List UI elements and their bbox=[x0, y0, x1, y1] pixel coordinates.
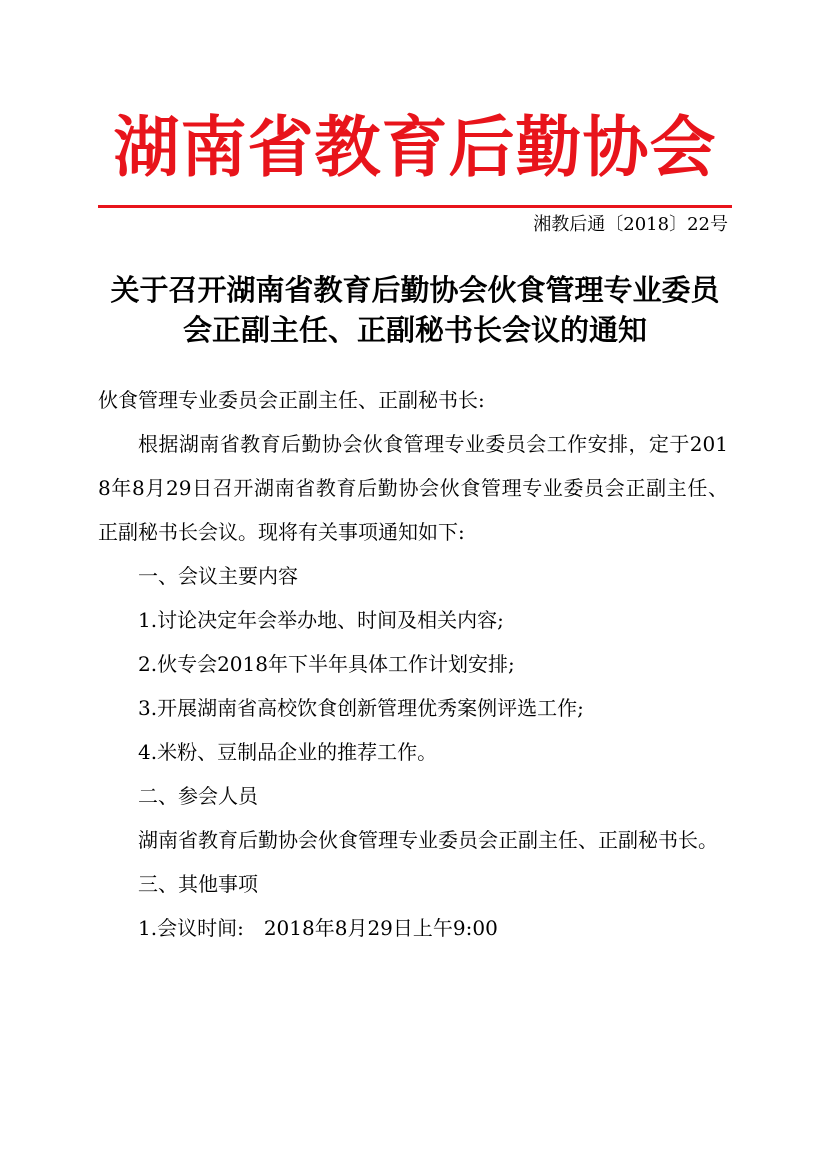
section-heading: 二、参会人员 bbox=[138, 784, 258, 808]
list-item: 2.伙专会2018年下半年具体工作计划安排; bbox=[138, 652, 515, 676]
organization-masthead: 湖南省教育后勤协会 bbox=[113, 109, 717, 186]
list-item: 4.米粉、豆制品企业的推荐工作。 bbox=[138, 740, 438, 764]
section-heading: 一、会议主要内容 bbox=[138, 564, 298, 588]
red-header-rule bbox=[98, 205, 732, 208]
list-item: 1.会议时间: 2018年8月29日上午9:00 bbox=[138, 916, 498, 940]
intro-paragraph: 根据湖南省教育后勤协会伙食管理专业委员会工作安排，定于2018年8月29日召开湖南省教育后勤协会伙食管理专业委员会正副主任、正副秘书长会议。现将有关事项通知如下: bbox=[98, 432, 728, 544]
document-body bbox=[98, 378, 728, 950]
document-number: 湘教后通〔2018〕22号 bbox=[533, 214, 728, 235]
list-item: 3.开展湖南省高校饮食创新管理优秀案例评选工作; bbox=[138, 696, 584, 720]
attendees-paragraph: 湖南省教育后勤协会伙食管理专业委员会正副主任、正副秘书长。 bbox=[138, 828, 718, 852]
list-item: 1.讨论决定年会举办地、时间及相关内容; bbox=[138, 608, 504, 632]
salutation: 伙食管理专业委员会正副主任、正副秘书长: bbox=[98, 388, 485, 412]
document-title: 关于召开湖南省教育后勤协会伙食管理专业委员会正副主任、正副秘书长会议的通知 bbox=[110, 273, 720, 347]
section-heading: 三、其他事项 bbox=[138, 872, 258, 896]
